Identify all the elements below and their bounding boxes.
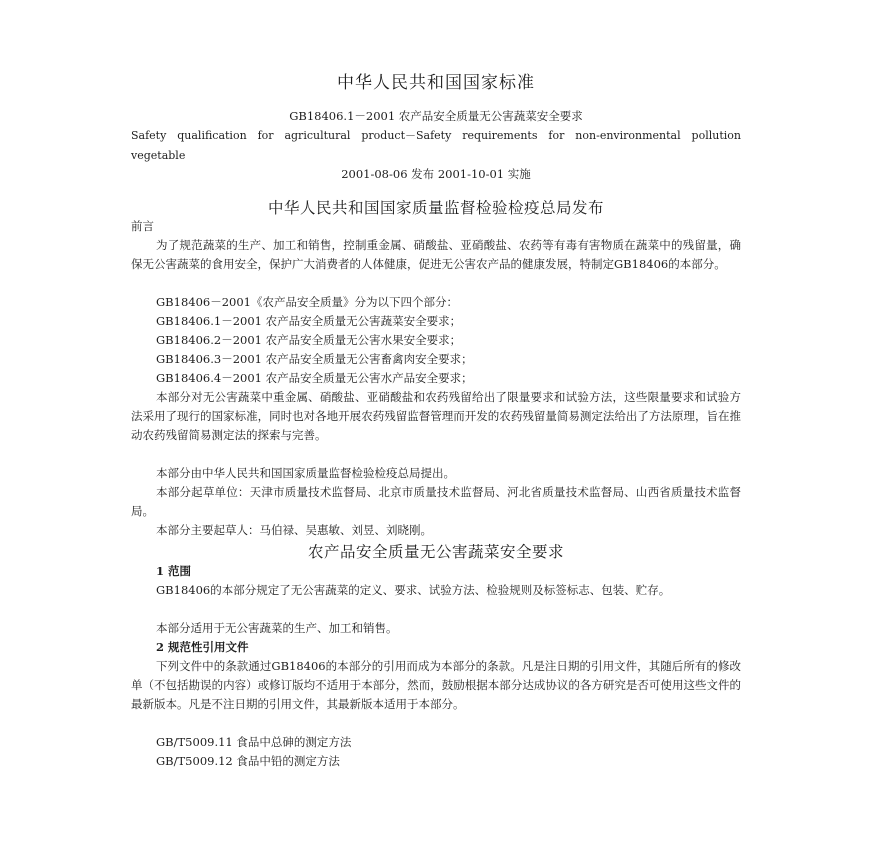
section-1-heading: 1 范围	[156, 564, 192, 578]
parts-list-item: GB18406.2－2001 农产品安全质量无公害水果安全要求；	[156, 333, 462, 347]
section-1-paragraph-1: GB18406的本部分规定了无公害蔬菜的定义、要求、试验方法、检验规则及标签标志、包装、贮存。	[156, 583, 671, 597]
foreword-heading: 前言	[131, 219, 154, 233]
foreword-paragraph-5: 本部分主要起草人：马伯禄、吴惠敏、刘昱、刘晓刚。	[156, 523, 432, 537]
issuer-heading: 中华人民共和国国家质量监督检验检疫总局发布	[267, 199, 604, 217]
parts-list-item: GB18406.1－2001 农产品安全质量无公害蔬菜安全要求；	[156, 314, 462, 328]
parts-intro: GB18406－2001《农产品安全质量》分为以下四个部分：	[156, 295, 458, 309]
section-2-paragraph-1: 下列文件中的条款通过GB18406的本部分的引用而成为本部分的条款。凡是注日期的引用文件，其随后所有的修改单（不包括勘误的内容）或修订版均不适用于本部分，然而，鼓励根据本部分达成协议的各方研究是否可使用这些文件的最新版本。凡是不注日期的引用文件，其最新版本适用于本部分。	[131, 659, 741, 711]
foreword-paragraph-3: 本部分由中华人民共和国国家质量监督检验检疫总局提出。	[156, 466, 455, 480]
standard-number-line: GB18406.1－2001 农产品安全质量无公害蔬菜安全要求	[289, 109, 583, 123]
document-title: 中华人民共和国国家标准	[337, 73, 535, 93]
english-title: Safety qualification for agricultural product－Safety requirements for non-environmental pollution vegetable	[131, 129, 741, 162]
parts-list-item: GB18406.3－2001 农产品安全质量无公害畜禽肉安全要求；	[156, 352, 473, 366]
reference-item: GB/T5009.12 食品中铅的测定方法	[156, 754, 340, 768]
foreword-paragraph-1: 为了规范蔬菜的生产、加工和销售，控制重金属、硝酸盐、亚硝酸盐、农药等有毒有害物质在蔬菜中的残留量，确保无公害蔬菜的食用安全，保护广大消费者的人体健康，促进无公害农产品的健康发展，特制定GB18406的本部分。	[131, 238, 741, 271]
section-2-heading: 2 规范性引用文件	[156, 640, 249, 654]
reference-item: GB/T5009.11 食品中总砷的测定方法	[156, 735, 352, 749]
section-1-paragraph-2: 本部分适用于无公害蔬菜的生产、加工和销售。	[156, 621, 398, 635]
body-title: 农产品安全质量无公害蔬菜安全要求	[307, 543, 564, 561]
parts-list-item: GB18406.4－2001 农产品安全质量无公害水产品安全要求；	[156, 371, 473, 385]
publication-dates: 2001-08-06 发布 2001-10-01 实施	[341, 167, 531, 181]
foreword-paragraph-2: 本部分对无公害蔬菜中重金属、硝酸盐、亚硝酸盐和农药残留给出了限量要求和试验方法，这些限量要求和试验方法采用了现行的国家标准，同时也对各地开展农药残留监督管理而开发的农药残留量简易测定法给出了方法原理，旨在推动农药残留简易测定法的探索与完善。	[131, 390, 741, 442]
foreword-paragraph-4: 本部分起草单位：天津市质量技术监督局、北京市质量技术监督局、河北省质量技术监督局、山西省质量技术监督局。	[131, 485, 741, 518]
